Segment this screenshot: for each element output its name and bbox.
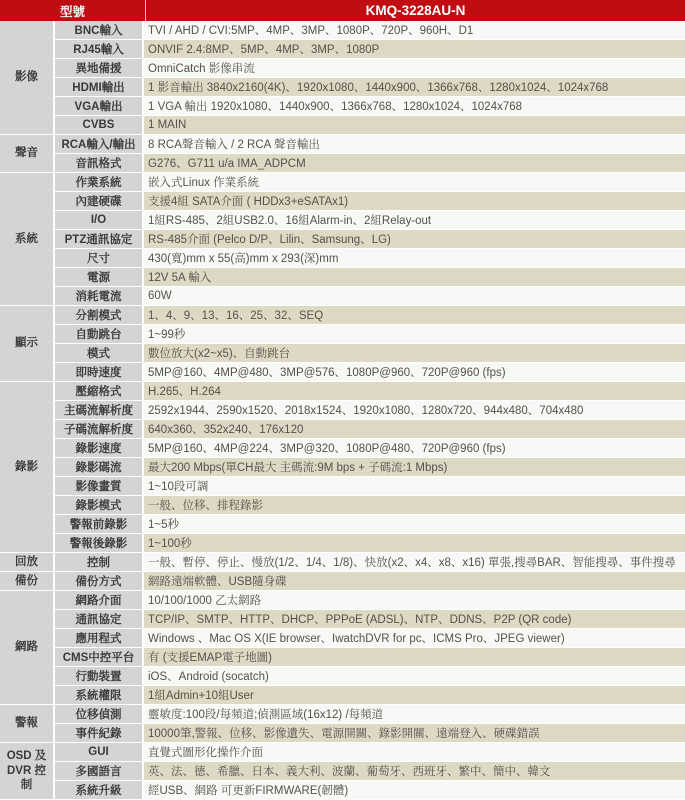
spec-group xyxy=(0,743,685,800)
table-row xyxy=(55,420,685,439)
spec-label: 異地備援 xyxy=(55,59,144,77)
spec-group-label: 顯示 xyxy=(0,306,55,382)
table-row xyxy=(55,648,685,667)
table-row xyxy=(55,363,685,382)
spec-value: 最大200 Mbps(單CH最大 主碼流:9M bps + 子碼流:1 Mbps) xyxy=(144,458,685,476)
spec-label: GUI xyxy=(55,743,144,761)
table-row xyxy=(55,78,685,97)
spec-value: RS-485介面 (Pelco D/P、Lilin、Samsung、LG) xyxy=(144,230,685,248)
spec-label: HDMI輸出 xyxy=(55,78,144,96)
table-row xyxy=(55,743,685,762)
model-header-label: 型號 xyxy=(0,0,146,21)
spec-value: 1 VGA 輸出 1920x1080、1440x900、1366x768、1280x1024、1024x768 xyxy=(144,97,685,115)
spec-group xyxy=(0,591,685,705)
model-number: KMQ-3228AU-N xyxy=(365,3,466,18)
table-row xyxy=(55,287,685,306)
spec-group xyxy=(0,21,685,135)
spec-group xyxy=(0,382,685,553)
spec-label: 內建硬碟 xyxy=(55,192,144,210)
spec-label: 系統升級 xyxy=(55,781,144,799)
table-row xyxy=(55,40,685,59)
spec-value: TVI / AHD / CVI:5MP、4MP、3MP、1080P、720P、960H、D1 xyxy=(144,21,685,39)
spec-label: CVBS xyxy=(55,116,144,134)
spec-label: 影像畫質 xyxy=(55,477,144,495)
spec-group xyxy=(0,173,685,306)
spec-group-label: 聲音 xyxy=(0,135,55,173)
spec-label: 作業系統 xyxy=(55,173,144,191)
spec-label: CMS中控平台 xyxy=(55,648,144,666)
table-row xyxy=(55,515,685,534)
spec-label: 錄影速度 xyxy=(55,439,144,457)
spec-value: iOS、Android (socatch) xyxy=(144,667,685,685)
table-row xyxy=(55,97,685,116)
table-row xyxy=(55,306,685,325)
table-row xyxy=(55,439,685,458)
table-row xyxy=(55,192,685,211)
spec-value: 嵌入式Linux 作業系統 xyxy=(144,173,685,191)
table-row xyxy=(55,629,685,648)
spec-group-label: 影像 xyxy=(0,21,55,135)
spec-label: 警報後錄影 xyxy=(55,534,144,552)
spec-group xyxy=(0,306,685,382)
spec-label: 通訊協定 xyxy=(55,610,144,628)
spec-value: OmniCatch 影像串流 xyxy=(144,59,685,77)
spec-group-rows xyxy=(55,21,685,135)
spec-label: 子碼流解析度 xyxy=(55,420,144,438)
spec-value: 5MP@160、4MP@480、3MP@576、1080P@960、720P@960 (fps) xyxy=(144,363,685,381)
table-row xyxy=(55,686,685,705)
spec-value: TCP/IP、SMTP、HTTP、DHCP、PPPoE (ADSL)、NTP、DDNS、P2P (QR code) xyxy=(144,610,685,628)
spec-group xyxy=(0,553,685,572)
spec-value: 430(寬)mm x 55(高)mm x 293(深)mm xyxy=(144,249,685,267)
table-row xyxy=(55,21,685,40)
spec-label: RJ45輸入 xyxy=(55,40,144,58)
table-row xyxy=(55,268,685,287)
table-row xyxy=(55,249,685,268)
spec-label: 備份方式 xyxy=(55,572,144,590)
spec-group-rows xyxy=(55,382,685,553)
spec-group-rows xyxy=(55,705,685,743)
table-row xyxy=(55,553,685,572)
table-row xyxy=(55,382,685,401)
spec-value: 1 影音輸出 3840x2160(4K)、1920x1080、1440x900、1366x768、1280x1024、1024x768 xyxy=(144,78,685,96)
spec-value: 1~100秒 xyxy=(144,534,685,552)
spec-label: 即時速度 xyxy=(55,363,144,381)
table-row xyxy=(55,477,685,496)
spec-label: 行動裝置 xyxy=(55,667,144,685)
table-row xyxy=(55,116,685,135)
table-row xyxy=(55,173,685,192)
spec-value: 支援4組 SATA介面 ( HDDx3+eSATAx1) xyxy=(144,192,685,210)
spec-group-label: 回放 xyxy=(0,553,55,572)
table-row xyxy=(55,762,685,781)
spec-value: 1 MAIN xyxy=(144,116,685,134)
spec-label: 警報前錄影 xyxy=(55,515,144,533)
spec-group-rows xyxy=(55,591,685,705)
spec-value: 8 RCA聲音輸入 / 2 RCA 聲音輸出 xyxy=(144,135,685,153)
spec-value: 5MP@160、4MP@224、3MP@320、1080P@480、720P@960 (fps) xyxy=(144,439,685,457)
spec-label: 多國語言 xyxy=(55,762,144,780)
spec-group xyxy=(0,705,685,743)
spec-value: Windows 、Mac OS X(IE browser、IwatchDVR for pc、ICMS Pro、JPEG viewer) xyxy=(144,629,685,647)
spec-label: 主碼流解析度 xyxy=(55,401,144,419)
table-row xyxy=(55,667,685,686)
table-row xyxy=(55,211,685,230)
spec-label: BNC輸入 xyxy=(55,21,144,39)
table-row xyxy=(55,591,685,610)
spec-label: 系統權限 xyxy=(55,686,144,704)
spec-group-rows xyxy=(55,135,685,173)
spec-value: 網路遠端軟體、USB隨身碟 xyxy=(144,572,685,590)
spec-label: 模式 xyxy=(55,344,144,362)
spec-value: 2592x1944、2590x1520、2018x1524、1920x1080、1280x720、944x480、704x480 xyxy=(144,401,685,419)
table-row xyxy=(55,496,685,515)
spec-value: 數位放大(x2~x5)、自動跳台 xyxy=(144,344,685,362)
spec-label: 自動跳台 xyxy=(55,325,144,343)
spec-value: 12V 5A 輸入 xyxy=(144,268,685,286)
spec-group-label: OSD 及 DVR 控制 xyxy=(0,743,55,800)
spec-label: 錄影模式 xyxy=(55,496,144,514)
spec-value: 英、法、德、希臘、日本、義大利、波蘭、葡萄牙、西班牙、繁中、簡中、韓文 xyxy=(144,762,685,780)
spec-label: 應用程式 xyxy=(55,629,144,647)
table-row xyxy=(55,135,685,154)
table-row xyxy=(55,230,685,249)
spec-value: 1、4、9、13、16、25、32、SEQ xyxy=(144,306,685,324)
table-row xyxy=(55,705,685,724)
table-row xyxy=(55,458,685,477)
table-row xyxy=(55,572,685,591)
spec-group-label: 系統 xyxy=(0,173,55,306)
spec-group-rows xyxy=(55,572,685,591)
table-row xyxy=(55,325,685,344)
spec-value: 1~5秒 xyxy=(144,515,685,533)
spec-group xyxy=(0,572,685,591)
spec-group-rows xyxy=(55,553,685,572)
spec-group-label: 備份 xyxy=(0,572,55,591)
table-row xyxy=(55,610,685,629)
spec-label: 電源 xyxy=(55,268,144,286)
spec-label: 事件紀錄 xyxy=(55,724,144,742)
spec-groups xyxy=(0,21,685,800)
spec-group-label: 網路 xyxy=(0,591,55,705)
spec-value: 靈敏度:100段/每頻道;偵測區域(16x12) /每頻道 xyxy=(144,705,685,723)
spec-value: G276、G711 u/a IMA_ADPCM xyxy=(144,154,685,172)
spec-group-rows xyxy=(55,173,685,306)
spec-label: 位移偵測 xyxy=(55,705,144,723)
spec-value: H.265、H.264 xyxy=(144,382,685,400)
spec-value: 一般、位移、排程錄影 xyxy=(144,496,685,514)
spec-label: PTZ通訊協定 xyxy=(55,230,144,248)
spec-value: 有 (支援EMAP電子地圖) xyxy=(144,648,685,666)
spec-value: 1組RS-485、2組USB2.0、16組Alarm-in、2組Relay-out xyxy=(144,211,685,229)
spec-label: 控制 xyxy=(55,553,144,571)
spec-label: 音訊格式 xyxy=(55,154,144,172)
spec-value: 60W xyxy=(144,287,685,305)
spec-group-label: 警報 xyxy=(0,705,55,743)
spec-value: 一般、暫停、停止、慢放(1/2、1/4、1/8)、快放(x2、x4、x8、x16) 單張,搜尋BAR、智能搜尋、事件搜尋 xyxy=(144,553,685,571)
table-header-row xyxy=(0,0,685,21)
spec-label: 消耗電流 xyxy=(55,287,144,305)
spec-value: ONVIF 2.4:8MP、5MP、4MP、3MP、1080P xyxy=(144,40,685,58)
spec-value: 10/100/1000 乙太網路 xyxy=(144,591,685,609)
spec-value: 10000筆,警報、位移、影像遺失、電源開關、錄影開關、遠端登入、硬碟錯誤 xyxy=(144,724,685,742)
spec-group xyxy=(0,135,685,173)
spec-value: 640x360、352x240、176x120 xyxy=(144,420,685,438)
table-row xyxy=(55,781,685,800)
spec-label: 網路介面 xyxy=(55,591,144,609)
spec-label: RCA輸入/輸出 xyxy=(55,135,144,153)
spec-value: 1組Admin+10組User xyxy=(144,686,685,704)
spec-group-rows xyxy=(55,306,685,382)
spec-value: 1~10段可調 xyxy=(144,477,685,495)
table-row xyxy=(55,154,685,173)
spec-label: 壓縮格式 xyxy=(55,382,144,400)
spec-value: 直覺式圖形化操作介面 xyxy=(144,743,685,761)
spec-label: I/O xyxy=(55,211,144,229)
spec-value: 經USB、網路 可更新FIRMWARE(韌體) xyxy=(144,781,685,799)
spec-group-label: 錄影 xyxy=(0,382,55,553)
table-row xyxy=(55,724,685,743)
table-row xyxy=(55,401,685,420)
table-row xyxy=(55,59,685,78)
table-row xyxy=(55,534,685,553)
table-row xyxy=(55,344,685,363)
spec-label: 尺寸 xyxy=(55,249,144,267)
spec-group-rows xyxy=(55,743,685,800)
spec-label: 分割模式 xyxy=(55,306,144,324)
spec-value: 1~99秒 xyxy=(144,325,685,343)
spec-label: VGA輸出 xyxy=(55,97,144,115)
spec-label: 錄影碼流 xyxy=(55,458,144,476)
